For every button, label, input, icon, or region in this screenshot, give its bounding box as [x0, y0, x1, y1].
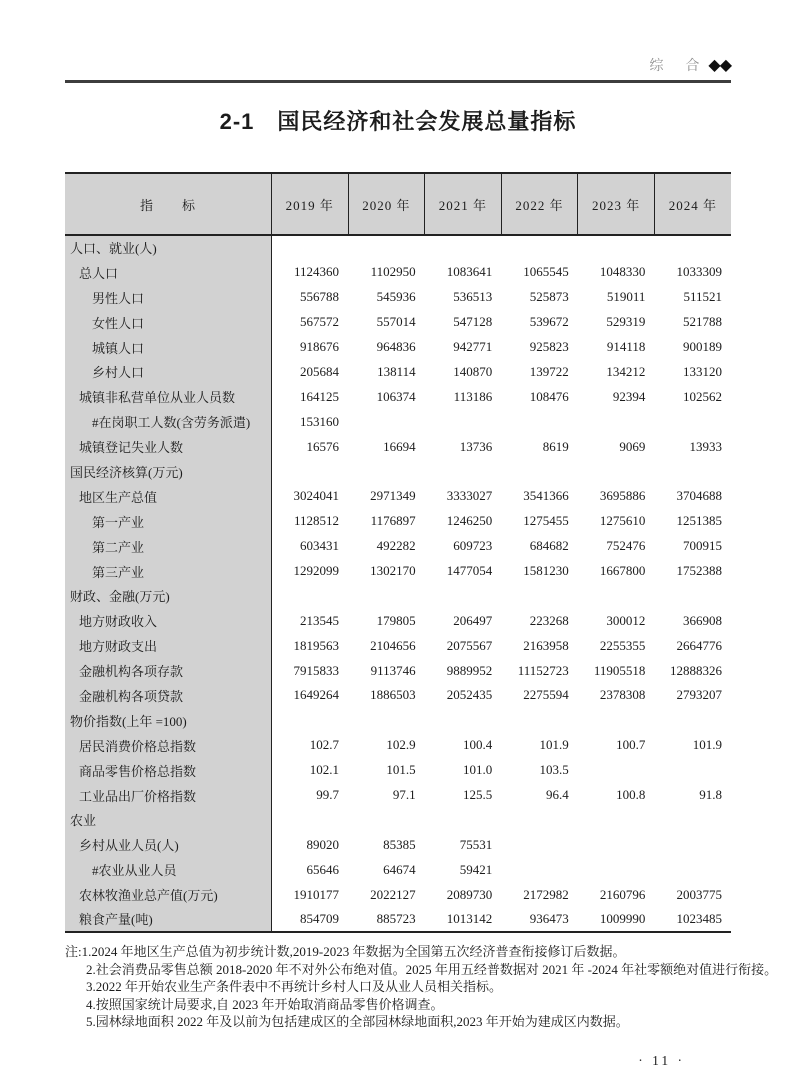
table-row	[65, 335, 731, 360]
value-cell: 1667800	[599, 563, 646, 579]
value-cell: 366908	[683, 612, 722, 628]
indicator-label: 金融机构各项贷款	[65, 683, 271, 708]
value-cell	[654, 807, 731, 832]
value-cell: 103.5	[539, 762, 569, 778]
value-cell	[654, 857, 731, 882]
table-row	[65, 484, 731, 509]
value-cell: 1176897	[370, 513, 416, 529]
value-cell	[425, 235, 502, 260]
value-cell: 16576	[306, 438, 340, 454]
value-cell: 2052435	[446, 687, 493, 703]
table-row	[65, 733, 731, 758]
value-cell	[578, 708, 655, 733]
value-cell	[271, 708, 348, 733]
value-cell: 140870	[453, 363, 493, 379]
table-row	[65, 235, 731, 260]
value-cell: 942771	[453, 339, 493, 354]
value-cell: 2793207	[676, 687, 722, 703]
value-cell	[271, 583, 348, 608]
year-column-header: 2020 年	[348, 173, 425, 235]
indicator-label: 居民消费价格总指数	[65, 733, 271, 758]
value-cell: 2664776	[676, 637, 722, 653]
value-cell: 536513	[453, 289, 493, 305]
value-cell	[348, 807, 425, 832]
table-row	[65, 783, 731, 808]
value-cell: 89020	[306, 836, 340, 852]
value-cell: 1048330	[599, 264, 646, 280]
value-cell: 854709	[300, 910, 340, 926]
value-cell: 102.9	[386, 737, 416, 753]
value-cell: 300012	[606, 612, 646, 628]
footnote-line: 4.按照国家统计局要求,自 2023 年开始取消商品零售价格调查。	[86, 996, 444, 1012]
category-label: 物价指数(上年 =100)	[65, 708, 271, 733]
value-cell	[425, 708, 502, 733]
indicator-label: 第三产业	[65, 559, 271, 584]
indicator-label: 地方财政支出	[65, 633, 271, 658]
value-cell: 213545	[300, 612, 340, 628]
value-cell: 8619	[542, 438, 569, 454]
value-cell: 492282	[376, 538, 416, 554]
indicator-label: 地区生产总值	[65, 484, 271, 509]
value-cell	[654, 459, 731, 484]
value-cell: 1886503	[370, 687, 416, 703]
indicator-label: 城镇登记失业人数	[65, 434, 271, 459]
value-cell: 3704688	[676, 488, 722, 504]
indicators-table	[65, 172, 731, 933]
value-cell	[654, 758, 731, 783]
value-cell: 2075567	[446, 637, 493, 653]
table-row	[65, 459, 731, 484]
value-cell: 100.4	[462, 737, 493, 753]
footnotes	[65, 943, 778, 1031]
value-cell: 1910177	[293, 886, 340, 902]
value-cell	[501, 708, 578, 733]
value-cell: 9113746	[370, 662, 416, 678]
value-cell: 164125	[300, 388, 340, 404]
indicator-label: 第二产业	[65, 534, 271, 559]
value-cell: 100.8	[616, 787, 646, 803]
value-cell: 936473	[529, 910, 569, 926]
value-cell: 525873	[529, 289, 569, 305]
value-cell: 85385	[383, 836, 416, 852]
page-number: · 11 ·	[638, 1052, 685, 1068]
value-cell	[348, 235, 425, 260]
value-cell: 13933	[689, 438, 722, 454]
value-cell: 101.0	[462, 762, 493, 778]
value-cell	[654, 235, 731, 260]
indicator-label: 城镇非私营单位从业人员数	[65, 384, 271, 409]
value-cell: 557014	[376, 314, 416, 330]
value-cell: 179805	[376, 612, 416, 628]
table-row	[65, 434, 731, 459]
table-row	[65, 832, 731, 857]
value-cell	[578, 409, 655, 434]
value-cell: 1292099	[293, 563, 340, 579]
table-row	[65, 633, 731, 658]
value-cell: 925823	[529, 339, 569, 354]
value-cell: 100.7	[616, 737, 646, 753]
value-cell	[348, 583, 425, 608]
indicator-label: 第一产业	[65, 509, 271, 534]
value-cell: 1275455	[523, 513, 569, 529]
value-cell: 11152723	[517, 662, 569, 678]
value-cell	[654, 708, 731, 733]
value-cell: 2378308	[599, 687, 646, 703]
value-cell: 7915833	[293, 662, 340, 678]
value-cell: 1128512	[294, 513, 340, 529]
value-cell: 918676	[300, 339, 340, 354]
value-cell: 914118	[606, 339, 646, 354]
value-cell: 9889952	[446, 662, 493, 678]
table-body	[65, 235, 731, 932]
indicator-label: 地方财政收入	[65, 608, 271, 633]
value-cell: 2022127	[370, 886, 416, 902]
indicator-label: 工业品出厂价格指数	[65, 783, 271, 808]
indicator-label: 商品零售价格总指数	[65, 758, 271, 783]
value-cell: 1065545	[523, 264, 569, 280]
value-cell: 1819563	[293, 637, 340, 653]
table-row	[65, 608, 731, 633]
category-label: 财政、金融(万元)	[65, 583, 271, 608]
category-label: 农业	[65, 807, 271, 832]
year-column-header: 2021 年	[425, 173, 502, 235]
value-cell: 3333027	[446, 488, 493, 504]
indicator-label: 女性人口	[65, 310, 271, 335]
value-cell: 113186	[453, 388, 493, 404]
indicator-label: 乡村人口	[65, 359, 271, 384]
footnote-line: 5.园林绿地面积 2022 年及以前为包括建成区的全部园林绿地面积,2023 年开始为建成区内数据。	[86, 1014, 629, 1030]
value-cell: 139722	[529, 363, 569, 379]
value-cell: 133120	[683, 363, 722, 379]
value-cell: 12888326	[670, 662, 722, 678]
year-column-header: 2024 年	[654, 173, 731, 235]
value-cell: 609723	[453, 538, 493, 554]
year-column-header: 2022 年	[501, 173, 578, 235]
value-cell: 9069	[619, 438, 646, 454]
indicator-label: 农林牧渔业总产值(万元)	[65, 882, 271, 907]
value-cell: 3541366	[523, 488, 569, 504]
value-cell: 102.7	[309, 737, 340, 753]
value-cell: 547128	[453, 314, 493, 330]
value-cell: 900189	[683, 339, 722, 354]
table-row	[65, 285, 731, 310]
value-cell: 92394	[612, 388, 646, 404]
value-cell: 101.9	[539, 737, 569, 753]
year-column-header: 2023 年	[578, 173, 655, 235]
value-cell: 1023485	[676, 910, 722, 926]
table-row	[65, 758, 731, 783]
value-cell	[501, 459, 578, 484]
indicator-label: 总人口	[65, 260, 271, 285]
value-cell: 2163958	[523, 637, 569, 653]
indicator-label: 男性人口	[65, 285, 271, 310]
value-cell: 1013142	[446, 910, 493, 926]
value-cell: 545936	[376, 289, 416, 305]
value-cell: 223268	[529, 612, 569, 628]
value-cell: 101.5	[386, 762, 416, 778]
category-label: 国民经济核算(万元)	[65, 459, 271, 484]
value-cell	[501, 235, 578, 260]
category-label: 人口、就业(人)	[65, 235, 271, 260]
value-cell: 1752388	[676, 563, 722, 579]
value-cell: 684682	[529, 538, 569, 554]
header-row	[65, 173, 731, 235]
value-cell: 2255355	[599, 637, 646, 653]
table-row	[65, 857, 731, 882]
value-cell	[501, 409, 578, 434]
value-cell: 96.4	[546, 787, 569, 803]
value-cell	[501, 832, 578, 857]
value-cell	[654, 832, 731, 857]
value-cell: 603431	[300, 538, 340, 554]
table-header	[65, 173, 731, 235]
value-cell: 65646	[306, 861, 340, 877]
value-cell: 59421	[459, 861, 493, 877]
page-title: 2-1 国民经济和社会发展总量指标	[219, 109, 577, 134]
value-cell: 885723	[376, 910, 416, 926]
table-row	[65, 882, 731, 907]
value-cell: 205684	[300, 363, 340, 379]
value-cell: 3695886	[599, 488, 646, 504]
value-cell: 102.1	[309, 762, 340, 778]
value-cell: 97.1	[392, 787, 416, 803]
value-cell: 2971349	[370, 488, 416, 504]
indicator-label: 金融机构各项存款	[65, 658, 271, 683]
value-cell	[578, 459, 655, 484]
value-cell: 700915	[683, 538, 722, 554]
table-row	[65, 359, 731, 384]
value-cell	[578, 807, 655, 832]
value-cell: 102562	[683, 388, 722, 404]
indicator-column-header: 指 标	[65, 173, 271, 235]
value-cell	[271, 807, 348, 832]
value-cell	[425, 583, 502, 608]
table-row	[65, 509, 731, 534]
value-cell: 2089730	[446, 886, 493, 902]
value-cell	[654, 583, 731, 608]
value-cell: 108476	[529, 388, 569, 404]
value-cell: 75531	[459, 836, 493, 852]
value-cell: 519011	[606, 289, 646, 305]
table-row	[65, 260, 731, 285]
table-row	[65, 907, 731, 932]
section-label: 综 合	[649, 57, 709, 73]
value-cell: 556788	[300, 289, 340, 305]
value-cell	[501, 807, 578, 832]
table-row	[65, 708, 731, 733]
value-cell	[501, 583, 578, 608]
value-cell: 64674	[383, 861, 416, 877]
table-row	[65, 583, 731, 608]
value-cell	[501, 857, 578, 882]
value-cell: 2160796	[599, 886, 646, 902]
value-cell: 1302170	[370, 563, 416, 579]
indicator-label: 粮食产量(吨)	[65, 907, 271, 932]
value-cell	[348, 708, 425, 733]
value-cell	[578, 857, 655, 882]
value-cell	[578, 832, 655, 857]
value-cell: 134212	[606, 363, 646, 379]
value-cell	[578, 235, 655, 260]
value-cell: 1102950	[370, 264, 416, 280]
running-head	[65, 56, 731, 83]
value-cell	[425, 459, 502, 484]
value-cell	[271, 235, 348, 260]
value-cell: 13736	[459, 438, 493, 454]
indicator-label: 乡村从业人员(人)	[65, 832, 271, 857]
value-cell	[425, 409, 502, 434]
value-cell: 1649264	[293, 687, 340, 703]
indicator-label: #农业从业人员	[65, 857, 271, 882]
value-cell: 91.8	[699, 787, 722, 803]
value-cell: 106374	[376, 388, 416, 404]
table-row	[65, 807, 731, 832]
value-cell: 1477054	[446, 563, 493, 579]
value-cell: 11905518	[593, 662, 646, 678]
table-row	[65, 310, 731, 335]
value-cell	[578, 583, 655, 608]
value-cell: 3024041	[293, 488, 340, 504]
value-cell: 99.7	[316, 787, 340, 803]
indicator-label: #在岗职工人数(含劳务派遣)	[65, 409, 271, 434]
year-column-header: 2019 年	[271, 173, 348, 235]
value-cell: 1251385	[676, 513, 722, 529]
value-cell: 964836	[376, 339, 416, 354]
value-cell	[578, 758, 655, 783]
value-cell: 206497	[453, 612, 493, 628]
value-cell: 1124360	[294, 264, 340, 280]
value-cell: 521788	[683, 314, 722, 330]
table-row	[65, 683, 731, 708]
value-cell: 567572	[300, 314, 340, 330]
value-cell	[654, 409, 731, 434]
value-cell	[348, 459, 425, 484]
value-cell	[348, 409, 425, 434]
value-cell: 1246250	[446, 513, 493, 529]
value-cell	[271, 459, 348, 484]
table-row	[65, 559, 731, 584]
table-row	[65, 409, 731, 434]
value-cell: 752476	[606, 538, 646, 554]
table-row	[65, 534, 731, 559]
value-cell: 2104656	[370, 637, 416, 653]
value-cell: 2172982	[523, 886, 569, 902]
table-row	[65, 658, 731, 683]
value-cell: 101.9	[692, 737, 722, 753]
value-cell: 153160	[300, 413, 340, 429]
footnote-line: 注:1.2024 年地区生产总值为初步统计数,2019-2023 年数据为全国第五次经济普查衔接修订后数据。	[65, 943, 626, 959]
value-cell: 1275610	[599, 513, 646, 529]
footnote-line: 2.社会消费品零售总额 2018-2020 年不对外公布绝对值。2025 年用五经普数据对 2021 年 -2024 年社零额绝对值进行衔接。	[86, 961, 778, 977]
table-row	[65, 384, 731, 409]
value-cell	[425, 807, 502, 832]
value-cell: 539672	[529, 314, 569, 330]
value-cell: 2275594	[523, 687, 569, 703]
value-cell: 1033309	[676, 264, 722, 280]
footnote-line: 3.2022 年开始农业生产条件表中不再统计乡村人口及从业人员相关指标。	[86, 979, 503, 995]
value-cell: 16694	[383, 438, 416, 454]
diamond-icons: ◆◆	[708, 57, 731, 74]
value-cell: 2003775	[676, 886, 722, 902]
value-cell: 1581230	[523, 563, 569, 579]
value-cell: 511521	[683, 289, 722, 305]
value-cell: 125.5	[462, 787, 493, 803]
value-cell: 138114	[377, 363, 416, 379]
value-cell: 1009990	[599, 910, 646, 926]
value-cell: 1083641	[446, 264, 493, 280]
value-cell: 529319	[606, 314, 646, 330]
indicator-label: 城镇人口	[65, 335, 271, 360]
